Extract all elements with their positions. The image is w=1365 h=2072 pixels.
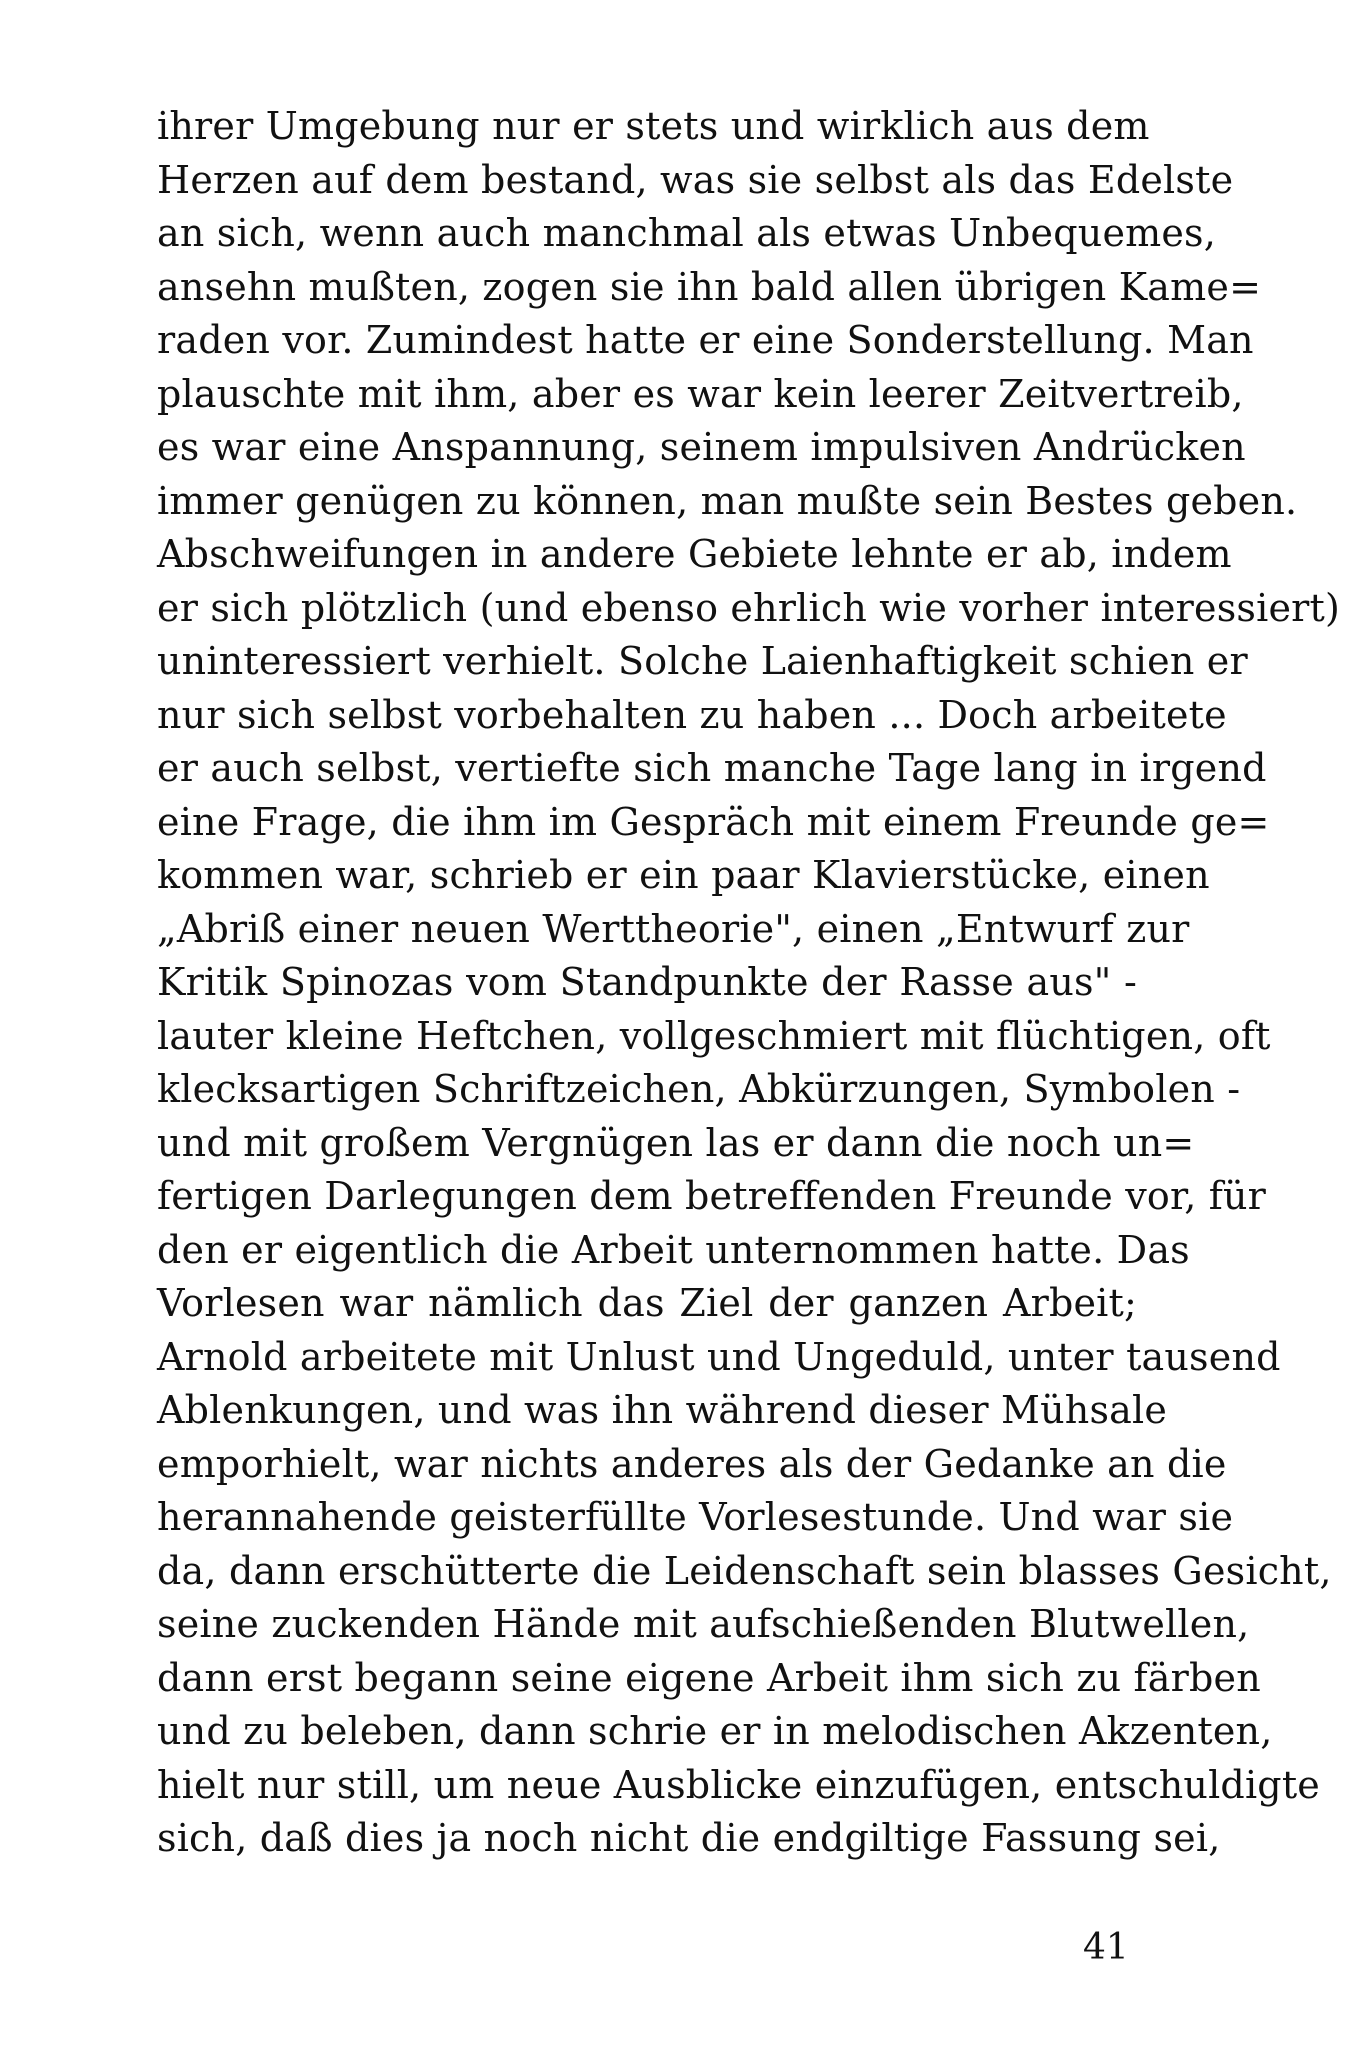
text-line: herannahende geisterfüllte Vorlesestunde. Und war sie <box>157 1495 1234 1539</box>
text-line: nur sich selbst vorbehalten zu haben ... Doch arbeitete <box>157 692 1227 737</box>
text-line: er sich plötzlich (und ebenso ehrlich wie vorher interessiert) <box>157 585 1340 630</box>
text-line: klecksartigen Schriftzeichen, Abkürzungen, Symbolen - <box>157 1067 1241 1111</box>
text-line: „Abriß einer neuen Werttheorie", einen „Entwurf zur <box>157 906 1190 951</box>
text-line: Kritik Spinozas vom Standpunkte der Rasse aus" - <box>157 960 1137 1004</box>
text-line: raden vor. Zumindest hatte er eine Sonderstellung. Man <box>157 318 1254 362</box>
text-line: und mit großem Vergnügen las er dann die noch un= <box>157 1120 1195 1165</box>
text-line: ihrer Umgebung nur er stets und wirklich aus dem <box>157 104 1150 148</box>
text-line: Herzen auf dem bestand, was sie selbst als das Edelste <box>157 157 1234 202</box>
text-line: an sich, wenn auch manchmal als etwas Unbequemes, <box>157 211 1217 255</box>
text-line: er auch selbst, vertiefte sich manche Tage lang in irgend <box>157 746 1267 790</box>
page-number: 41 <box>1083 1927 1129 1968</box>
text-line: da, dann erschütterte die Leidenschaft sein blasses Gesicht, <box>157 1548 1332 1593</box>
text-line: immer genügen zu können, man mußte sein Bestes geben. <box>157 478 1298 523</box>
text-line: sich, daß dies ja noch nicht die endgiltige Fassung sei, <box>157 1816 1221 1860</box>
text-line: es war eine Anspannung, seinem impulsiven Andrücken <box>157 425 1246 469</box>
text-line: hielt nur still, um neue Ausblicke einzufügen, entschuldigte <box>157 1762 1320 1807</box>
body-text <box>157 100 1340 1866</box>
text-line: lauter kleine Heftchen, vollgeschmiert mit flüchtigen, oft <box>157 1013 1271 1058</box>
text-line: eine Frage, die ihm im Gespräch mit einem Freunde ge= <box>157 799 1270 844</box>
text-line: Arnold arbeitete mit Unlust und Ungeduld, unter tausend <box>157 1334 1281 1379</box>
text-line: uninteressiert verhielt. Solche Laienhaftigkeit schien er <box>157 639 1248 683</box>
text-line: emporhielt, war nichts anderes als der Gedanke an die <box>157 1441 1227 1486</box>
text-line: den er eigentlich die Arbeit unternommen hatte. Das <box>157 1227 1190 1272</box>
text-line: Ablenkungen, und was ihn während dieser Mühsale <box>157 1388 1168 1432</box>
text-line: Vorlesen war nämlich das Ziel der ganzen Arbeit; <box>157 1281 1137 1325</box>
text-line: dann erst begann seine eigene Arbeit ihm sich zu färben <box>157 1655 1261 1700</box>
text-line: seine zuckenden Hände mit aufschießenden Blutwellen, <box>157 1602 1250 1646</box>
text-line: plauschte mit ihm, aber es war kein leerer Zeitvertreib, <box>157 371 1244 416</box>
text-line: und zu beleben, dann schrie er in melodischen Akzenten, <box>157 1709 1273 1753</box>
text-line: fertigen Darlegungen dem betreffenden Freunde vor, für <box>157 1174 1267 1218</box>
text-line: ansehn mußten, zogen sie ihn bald allen übrigen Kame= <box>157 264 1262 309</box>
text-line: Abschweifungen in andere Gebiete lehnte er ab, indem <box>157 532 1232 576</box>
text-line: kommen war, schrieb er ein paar Klavierstücke, einen <box>157 853 1210 897</box>
